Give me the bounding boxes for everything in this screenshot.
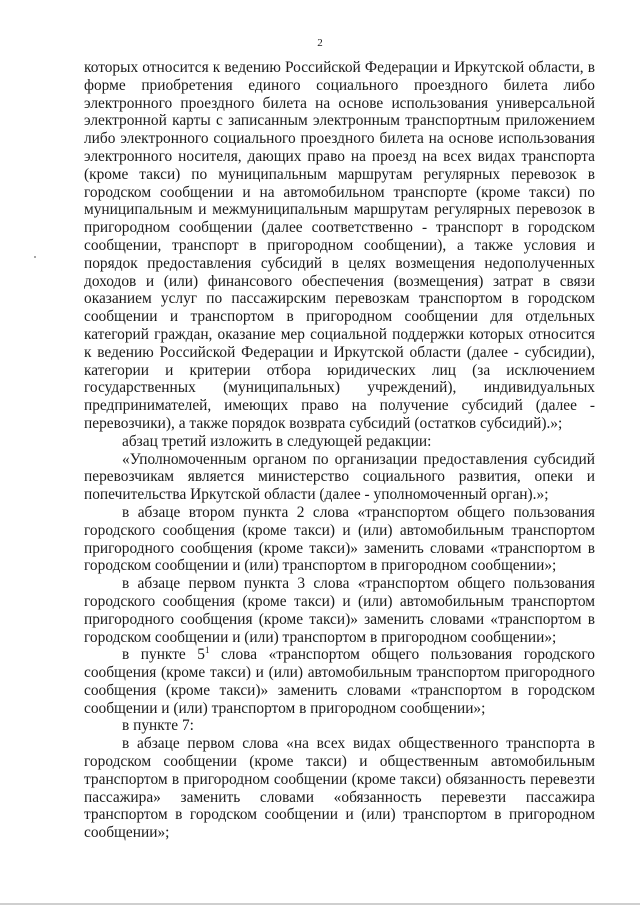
page-number: 2 (317, 37, 323, 49)
document-body (84, 59, 595, 842)
paragraph-item-5-1 (84, 646, 595, 717)
paragraph-amendment-intro: абзац третий изложить в следующей редакции: (122, 432, 432, 450)
paragraph-item-7-first: в абзаце первом слова «на всех видах общественного транспорта в городском сообщении (кроме такси) и общественным автомобильным транспортом в пригородном сообщении (кроме такси) обязанность перевезти пассажира» заменить словами «обязанность перевезти пассажира транспортом в городском сообщении и (или) транспортом в пригородном сообщении»; (84, 735, 595, 842)
paragraph-authorized-body: «Уполномоченным органом по организации предоставления субсидий перевозчикам является министерство социального развития, опеки и попечительства Иркутской области (далее - уполномоченный орган).»; (84, 450, 595, 504)
paragraph-item-5-1-before: в пункте 5 (122, 646, 205, 664)
paragraph-item-7-heading: в пункте 7: (122, 717, 194, 735)
paragraph-item-3: в абзаце первом пункта 3 слова «транспортом общего пользования городского сообщения (кроме такси) и (или) автомобильным транспортом пригородного сообщения (кроме такси)» заменить словами «транспортом в городском сообщении и (или) транспортом в пригородном сообщении»; (84, 575, 595, 646)
paragraph-item-5-1-after: слова «транспортом общего пользования городского сообщения (кроме такси) и (или) автомобильным транспортом пригородного сообщения (кроме такси)» заменить словами «транспортом в городском сообщении и (или) транспортом в пригородном сообщении»; (84, 646, 595, 717)
scan-speck (34, 256, 36, 258)
superscript-1: 1 (204, 645, 210, 656)
paragraph-continuation: которых относится к ведению Российской Федерации и Иркутской области, в форме приобретения единого социального проездного билета либо электронного проездного билета на основе использования универсальной электронной карты с записанным электронным транспортным приложением либо электронного социального проездного билета на основе использования электронного носителя, дающих право на проезд на всех видах транспорта (кроме такси) по муниципальным маршрутам регулярных перевозок в городском сообщении и на автомобильном транспорте (кроме такси) по муниципальным и межмуниципальным маршрутам регулярных перевозок в пригородном сообщении (далее соответственно - транспорт в городском сообщении, транспорт в пригородном сообщении), а также условия и порядок предоставления субсидий в целях возмещения недополученных доходов и (или) финансового обеспечения (возмещения) затрат в связи оказанием услуг по пассажирским перевозкам транспортом в городском сообщении и транспортом в пригородном сообщении для отдельных категорий граждан, оказание мер социальной поддержки которых относится к ведению Российской Федерации и Иркутской области (далее - субсидии), категории и критерии отбора юридических лиц (за исключением государственных (муниципальных) учреждений), индивидуальных предпринимателей, имеющих право на получение субсидий (далее - перевозчики), а также порядок возврата субсидий (остатков субсидий).»; (84, 59, 595, 432)
paragraph-item-2: в абзаце втором пункта 2 слова «транспортом общего пользования городского сообщения (кроме такси) и (или) автомобильным транспортом пригородного сообщения (кроме такси)» заменить словами «транспортом в городском сообщении и (или) транспортом в пригородном сообщении»; (84, 503, 595, 575)
